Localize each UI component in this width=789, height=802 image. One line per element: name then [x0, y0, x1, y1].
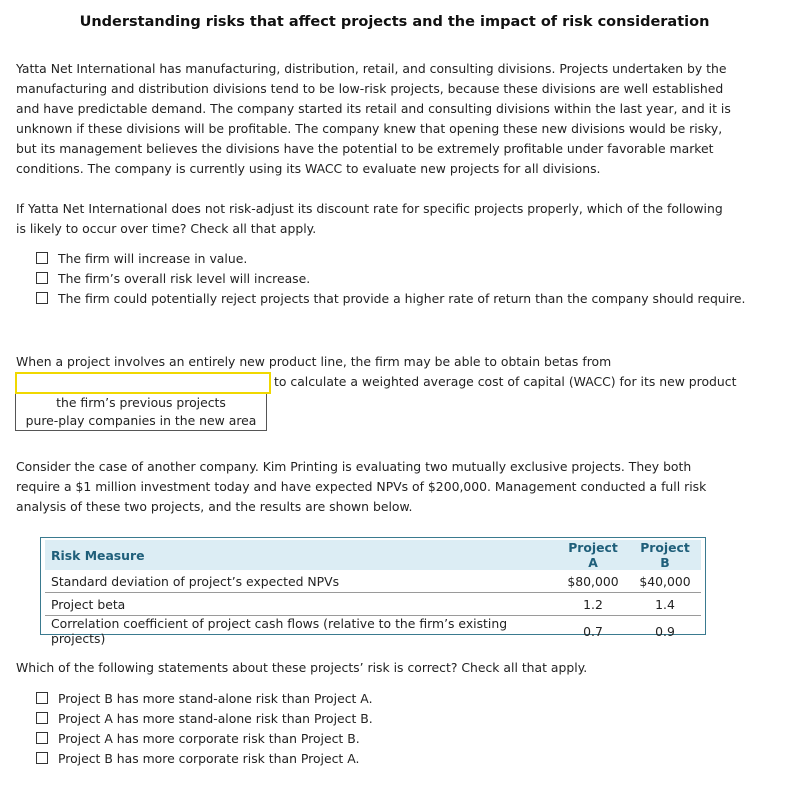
option-b-corporate[interactable] — [36, 748, 373, 768]
question-1-prompt: If Yatta Net International does not risk-adjust its discount rate for specific projects properly, which of the following is likely to occur over time? Check all that apply. — [16, 201, 723, 236]
option-label: The firm could potentially reject projects that provide a higher rate of return than the company should require. — [58, 290, 746, 306]
question-2-prompt: When a project involves an entirely new product line, the firm may be able to obtain betas from — [16, 354, 612, 369]
dropdown-selected-box[interactable] — [15, 372, 271, 394]
cell-measure: Standard deviation of project’s expected NPVs — [45, 570, 557, 593]
option-label: The firm will increase in value. — [58, 250, 248, 266]
option-label: Project B has more corporate risk than Project A. — [58, 750, 360, 766]
cell-project-a: $80,000 — [557, 570, 629, 593]
option-label: The firm’s overall risk level will increase. — [58, 270, 311, 286]
case-paragraph: Consider the case of another company. Kim Printing is evaluating two mutually exclusive projects. They both require a $1 million investment today and have expected NPVs of $200,000. Management conducted a full risk analysis of these two projects, and the results are shown below. — [16, 459, 707, 514]
intro-paragraph: Yatta Net International has manufacturing, distribution, retail, and consulting divisions. Projects undertaken by the manufacturing and distribution divisions tend to be low-risk projects, because these divisions are well established and have predictable demand. The company started its retail and consulting divisions within the last year, and it is unknown if these divisions will be profitable. The company knew that opening these new divisions would be risky, but its management believes the divisions have the potential to be extremely profitable under favorable market conditions. The company is currently using its WACC to evaluate new projects for all divisions. — [16, 61, 731, 176]
dropdown-option-pure-play[interactable]: pure-play companies in the new area — [25, 413, 257, 428]
checkbox[interactable] — [36, 692, 48, 704]
table-row — [45, 593, 701, 616]
table-row — [45, 616, 701, 647]
checkbox[interactable] — [36, 752, 48, 764]
question-1-options — [36, 248, 746, 308]
question-2-prompt-continued: to calculate a weighted average cost of capital (WACC) for its new product — [274, 374, 737, 389]
table-header-row — [45, 540, 701, 570]
checkbox[interactable] — [36, 712, 48, 724]
cell-project-b: 0.9 — [655, 623, 675, 639]
option-risk-level[interactable] — [36, 268, 746, 288]
cell-project-a: 0.7 — [583, 623, 603, 639]
header-project-b: Project B — [629, 540, 701, 570]
risk-table — [40, 537, 706, 646]
option-reject-projects[interactable] — [36, 288, 746, 308]
option-label: Project A has more stand-alone risk than Project B. — [58, 710, 373, 726]
checkbox[interactable] — [36, 732, 48, 744]
dropdown-options-list — [15, 394, 267, 431]
dropdown-option-previous-projects[interactable]: the firm’s previous projects — [56, 395, 226, 410]
option-label: Project B has more stand-alone risk than Project A. — [58, 690, 373, 706]
beta-source-dropdown[interactable] — [15, 372, 271, 431]
option-a-stand-alone[interactable] — [36, 708, 373, 728]
header-risk-measure: Risk Measure — [45, 540, 557, 570]
checkbox[interactable] — [36, 252, 48, 264]
checkbox[interactable] — [36, 272, 48, 284]
cell-project-b: 1.4 — [629, 593, 701, 616]
option-label: Project A has more corporate risk than Project B. — [58, 730, 360, 746]
question-3-options — [36, 688, 373, 768]
header-project-a: Project A — [557, 540, 629, 570]
page-title: Understanding risks that affect projects and the impact of risk consideration — [79, 14, 710, 30]
cell-project-a: 1.2 — [557, 593, 629, 616]
option-b-stand-alone[interactable] — [36, 688, 373, 708]
checkbox[interactable] — [36, 292, 48, 304]
option-a-corporate[interactable] — [36, 728, 373, 748]
cell-project-b: $40,000 — [629, 570, 701, 593]
table-row — [45, 570, 701, 593]
cell-measure: Project beta — [45, 593, 557, 616]
question-3-prompt: Which of the following statements about these projects’ risk is correct? Check all that apply. — [16, 660, 588, 675]
cell-measure: Correlation coefficient of project cash flows (relative to the firm’s existing projects) — [51, 616, 508, 646]
option-firm-value[interactable] — [36, 248, 746, 268]
